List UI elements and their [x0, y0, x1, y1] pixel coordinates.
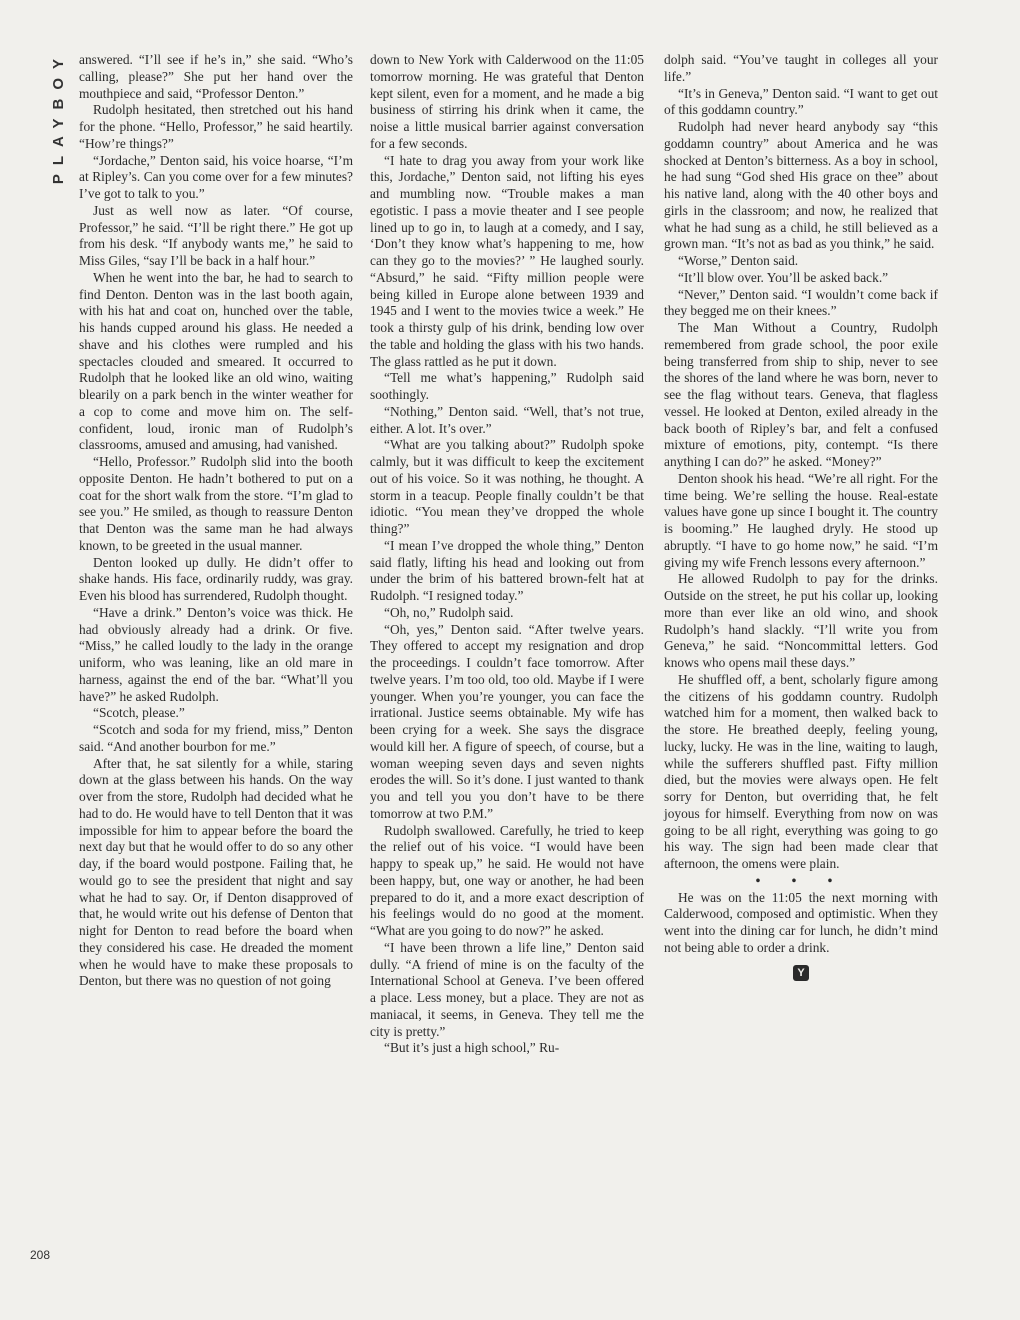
paragraph: “What are you talking about?” Rudolph spoke calmly, but it was difficult to keep the excitement out of his voice. So it was nothing, he thought. A storm in a teacup. People finally couldn’t be that idiotic. “You mean they’ve dropped the whole thing?”: [370, 437, 644, 536]
paragraph: “I hate to drag you away from your work like this, Jordache,” Denton said, not lifting his eyes and mumbling now. “Trouble makes a man egotistic. I pass a movie theater and I see people lined up to go in, to laugh at a comedy, and I say, ‘Don’t they know what’s happening to me, how can they go to the movies?’ ” He laughed sourly. “Absurd,” he said. “Fifty million people were being killed in Europe alone between 1939 and 1945 and I went to the movies twice a week.” He took a thirsty gulp of his drink, bending low over the table and holding the glass with his two hands. The glass rattled as he put it down.: [370, 152, 644, 369]
section-break: • • •: [755, 872, 847, 888]
masthead: [46, 50, 70, 184]
paragraph: “I mean I’ve dropped the whole thing,” Denton said flatly, lifting his head and looking out from under the brim of his battered brown-felt hat at Rudolph. “I resigned today.”: [370, 537, 644, 603]
paragraph: Denton looked up dully. He didn’t offer to shake hands. His face, ordinarily ruddy, was gray. Even his blood has surrendered, Rudolph thought.: [79, 554, 353, 603]
paragraph: “Oh, yes,” Denton said. “After twelve years. They offered to accept my resignation and drop the proceedings. I couldn’t face tomorrow. After twelve years. I’m too old, too old. Maybe if I were younger. When you’re younger, you can face the irrational. Justice seems obtainable. My wife has been crying for a week. She says the disgrace would kill her. A figure of speech, of course, but a woman weeping seven days and seven nights erodes the will. So it’s done. I just wanted to thank you and tell you you don’t have to be there tomorrow at two P.M.”: [370, 621, 644, 821]
paragraph: “Never,” Denton said. “I wouldn’t come back if they begged me on their knees.”: [664, 286, 938, 319]
paragraph: “Tell me what’s happening,” Rudolph said soothingly.: [370, 370, 644, 402]
paragraph: He allowed Rudolph to pay for the drinks. Outside on the street, he put his collar up, looking more than ever like an old wino, and shook Rudolph’s hand slackly. “I’ll write you from Geneva,” he said. “Noncommittal letters. God knows who opens mail these days.”: [664, 571, 938, 670]
page-number: 208: [30, 1248, 51, 1262]
paragraph: The Man Without a Country, Rudolph remembered from grade school, the poor exile being transferred from ship to ship, never to see the shores of the land where he was born, never to see the flag without tears. Geneva, that flagless vessel. He looked at Denton, exiled already in the back booth of Ripley’s bar, and felt a confused mixture of emotions, pity, contempt. “Is there anything I can do?” he asked. “Money?”: [664, 320, 938, 469]
paragraph: down to New York with Calderwood on the 11:05 tomorrow morning. He was grateful that Denton kept silent, even for a moment, and he made a big business of stirring his drink when it came, the noise a little musical barrier against conversation for a few seconds.: [370, 52, 644, 151]
text-column-2: [370, 52, 644, 1057]
paragraph: dolph said. “You’ve taught in colleges all your life.”: [664, 52, 938, 84]
paragraph: “It’ll blow over. You’ll be asked back.”: [678, 269, 889, 285]
paragraph: After that, he sat silently for a while, staring down at the glass between his hands. On the way over from the store, Rudolph had decided what he had to do. He would have to tell Denton that it was impossible for him to appear before the board the next day but that he would offer to do so any other day, if the board would postpone. Failing that, he would go to see the president that night and say what he had to say. Or, if Denton disapproved of that, he would write out his defense of Denton that night for Denton to read before the board when they considered his case. He dreaded the moment when he would have to make these proposals to Denton, but there was no question of not going: [79, 755, 353, 989]
paragraph: “Scotch, please.”: [93, 705, 185, 721]
paragraph: Rudolph swallowed. Carefully, he tried to keep the relief out of his voice. “I would have been happy to speak up,” he said. He would not have been happy, but, one way or another, he had been prepared to do it, and a more exact description of his feelings would do no good at the moment. “What are you going to do now?” he asked.: [370, 822, 644, 938]
text-column-3: [664, 52, 938, 981]
paragraph: “Nothing,” Denton said. “Well, that’s not true, either. A lot. It’s over.”: [370, 403, 644, 436]
paragraph: “Have a drink.” Denton’s voice was thick. He had obviously already had a drink. Or five. “Miss,” he called loudly to the lady in the orange uniform, who was leaning, like an old mare in harness, against the end of the bar. “What’ll you have?” he asked Rudolph.: [79, 604, 353, 704]
end-mark-icon: Y: [793, 965, 809, 981]
paragraph: answered. “I’ll see if he’s in,” she said. “Who’s calling, please?” She put her hand over the mouthpiece and said, “Professor Denton.”: [79, 52, 353, 101]
text-column-1: [79, 52, 353, 990]
paragraph: “It’s in Geneva,” Denton said. “I want to get out of this goddamn country.”: [664, 85, 938, 118]
paragraph: Rudolph had never heard anybody say “this goddamn country” about America and he was shocked at Denton’s bitterness. As a boy in school, he had sung “God shed His grace on thee” about his native land, along with the 40 other boys and girls in the classroom; and now, he realized that what he had sung as a child, he still believed as a grown man. “It’s not as bad as you think,” he said.: [664, 119, 938, 252]
paragraph: “Jordache,” Denton said, his voice hoarse, “I’m at Ripley’s. Can you come over for a few minutes? I’ve got to talk to you.”: [79, 152, 353, 201]
paragraph: “But it’s just a high school,” Ru-: [384, 1040, 560, 1056]
paragraph: Rudolph hesitated, then stretched out his hand for the phone. “Hello, Professor,” he said heartily. “How’re things?”: [79, 102, 353, 151]
paragraph: “I have been thrown a life line,” Denton said dully. “A friend of mine is on the faculty of the International School at Geneva. I’ve been offered a place. Less money, but a place. They are not as maniacal, it seems, in Geneva. They tell me the city is pretty.”: [370, 939, 644, 1039]
paragraph: “Scotch and soda for my friend, miss,” Denton said. “And another bourbon for me.”: [79, 722, 353, 754]
paragraph: “Oh, no,” Rudolph said.: [384, 604, 514, 620]
paragraph: He shuffled off, a bent, scholarly figure among the citizens of his goddamn country. Rudolph watched him for a moment, then walked back to the store. He breathed deeply, feeling young, lucky, lucky. He was in the line, waiting to laugh, while the sufferers shuffled past. Fifty million died, but the movies were always open. He felt sorry for Denton, but overriding that, he felt joyous for himself. Everything from now on was going to be all right, everything was going to go his way. The sign had been made clear that afternoon, the omens were plain.: [664, 671, 938, 871]
paragraph: Just as well now as later. “Of course, Professor,” he said. “I’ll be right there.” He got up from his desk. “If anybody wants me,” he said to Miss Giles, “say I’ll be back in a half hour.”: [79, 202, 353, 268]
paragraph: He was on the 11:05 the next morning with Calderwood, composed and optimistic. When they went into the dining car for lunch, he didn’t mind not being able to order a drink.: [664, 889, 938, 955]
masthead-text: PLAYBOY: [49, 50, 67, 185]
paragraph: Denton shook his head. “We’re all right. For the time being. We’re selling the house. Real-estate values have gone up since I bought it. The country is booming.” He laughed dryly. He stood up abruptly. “I have to go home now,” he said. “I’m giving my wife French lessons every afternoon.”: [664, 470, 938, 570]
paragraph: “Hello, Professor.” Rudolph slid into the booth opposite Denton. He hadn’t bothered to put on a coat for the short walk from the store. “I’m glad to see you.” He smiled, as though to reassure Denton that Denton was the same man he had always known, to be greeted in the usual manner.: [79, 454, 353, 553]
paragraph: When he went into the bar, he had to search to find Denton. Denton was in the last booth again, with his hat and coat on, hunched over the table, his hands cupped around his glass. He needed a shave and his clothes were rumpled and his spectacles clouded and smeared. It occurred to Rudolph that he looked like an old wino, waiting blearily on a park bench in the winter weather for a cop to come and move him on. The self-confident, loud, ironic man of Rudolph’s classrooms, amused and amusing, had vanished.: [79, 269, 353, 453]
paragraph: “Worse,” Denton said.: [678, 253, 799, 268]
